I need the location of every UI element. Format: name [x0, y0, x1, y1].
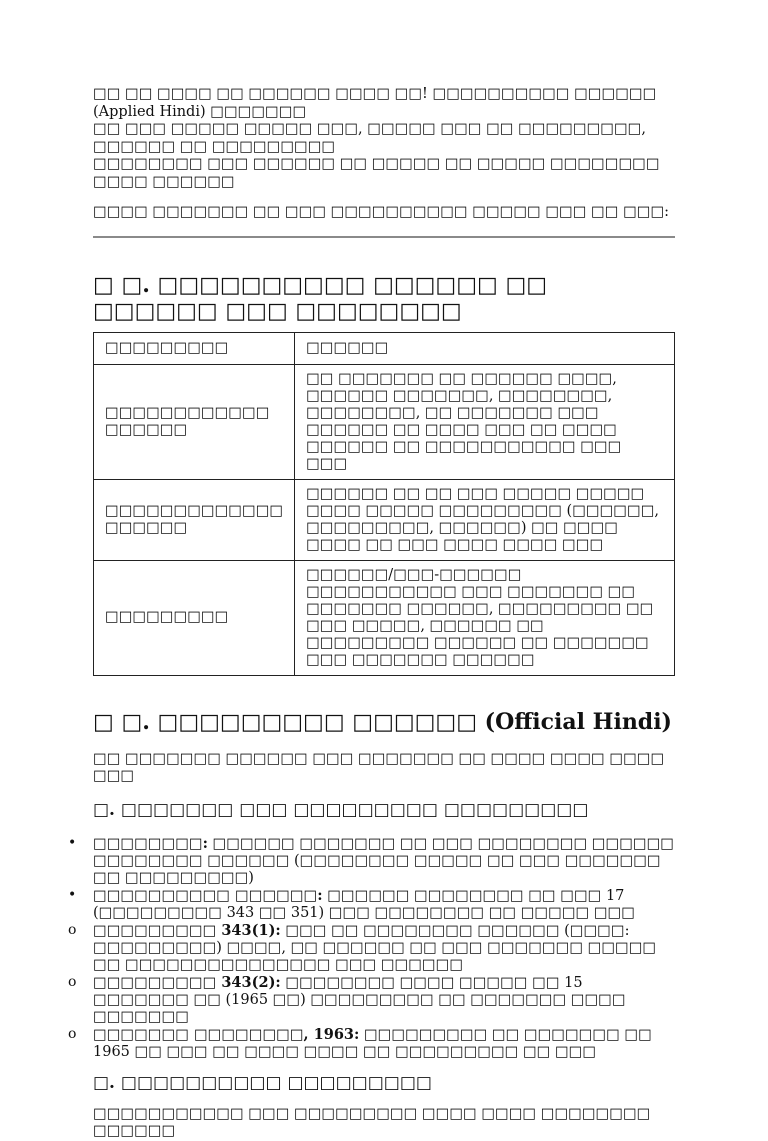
table-row: [94, 364, 675, 479]
horizontal-divider: [93, 236, 675, 238]
list-item-label: □□□□□□□□□□ □□□□□□:: [93, 886, 323, 904]
intro-paragraph: [93, 86, 675, 191]
table-header-term: □□□□□□□□□: [94, 332, 295, 364]
table-cell-meaning: □□□□□□/□□□-□□□□□□ □□□□□□□□□□□ □□□ □□□□□□□ □□ □□□□□□□ □□□□□□, □□□□□□□□□ □□ □□□ □□□□□, □□□□□□ □□ □□□□□□□□□ □□□□□□ □□ □□□□□□□ □□□ □□□□□□□ □□□□□□: [295, 560, 675, 675]
subsection-2-heading: □. □□□□□□□□□□ □□□□□□□□□: [93, 1072, 432, 1093]
subsection-1-heading: □. □□□□□□□ □□□ □□□□□□□□□ □□□□□□□□□: [93, 799, 589, 820]
table-cell-meaning: □□□□□□ □□ □□ □□□ □□□□□ □□□□□ □□□□ □□□□□ □□□□□□□□□ (□□□□□□, □□□□□□□□□, □□□□□□) □□ □□□□ □□□□ □□ □□□ □□□□ □□□□ □□□: [295, 479, 675, 560]
table-cell-term: □□□□□□□□□: [94, 560, 295, 675]
intro-line-3: □□□□□□□□ □□□ □□□□□□ □□ □□□□□ □□ □□□□□ □□□□□□□□ □□□□ □□□□□□: [93, 156, 660, 190]
table-cell-term: □□□□□□□□□□□□□ □□□□□□: [94, 479, 295, 560]
lead-paragraph: □□□□ □□□□□□□ □□ □□□ □□□□□□□□□□ □□□□□ □□□ □□ □□□:: [93, 204, 670, 220]
sub-bullet-marker: o: [68, 1025, 77, 1042]
bullet-marker: •: [68, 886, 77, 903]
section-2-heading: □ □. □□□□□□□□□ □□□□□□ (Official Hindi): [93, 708, 672, 735]
list-item-text: □□□□□□ □□□□□□□ □□ □□□ □□□□□□□□ □□□□□□ □□□□□□□□ □□□□□□ (□□□□□□□□ □□□□□ □□ □□□ □□□□□□□ □□ □□□□□□□□□): [93, 835, 675, 886]
list-item-text: □□□□□□□□ □□□□ □□□□□ □□ 15 □□□□□□□ □□ (1965 □□) □□□□□□□□□ □□ □□□□□□□ □□□□ □□□□□□□: [93, 974, 626, 1025]
list-item: [68, 886, 675, 922]
list-item-label: □□□□□□□ □□□□□□□□, 1963:: [93, 1025, 360, 1043]
list-item: [68, 921, 675, 974]
closing-paragraph: □□□□□□□□□□□ □□□ □□□□□□□□□ □□□□ □□□□ □□□□□□□□ □□□□□□: [93, 1105, 651, 1139]
list-item: [68, 973, 675, 1026]
table-cell-term: □□□□□□□□□□□□ □□□□□□: [94, 364, 295, 479]
list-item-text: □□□□□□□□□ □□ □□□□□□□ □□ 1965 □□ □□□ □□ □□□□ □□□□ □□ □□□□□□□□□ □□ □□□: [93, 1026, 652, 1060]
sub-bullet-marker: o: [68, 921, 77, 938]
list-item-label: □□□□□□□□:: [93, 834, 208, 852]
definitions-table: [93, 332, 675, 676]
table-header-row: [94, 332, 675, 364]
intro-line-1: □□ □□ □□□□ □□ □□□□□□ □□□□ □□! □□□□□□□□□□ □□□□□□ (Applied Hindi) □□□□□□□: [93, 86, 657, 120]
list-item-text: □□□ □□ □□□□□□□□ □□□□□□ (□□□□: □□□□□□□□□) □□□□, □□ □□□□□□ □□ □□□ □□□□□□□ □□□□□ □□ □□□□□□□□□□□□□□□ □□□ □□□□□□: [93, 922, 657, 973]
list-item: [68, 1025, 675, 1061]
section-1-heading: □ □. □□□□□□□□□□ □□□□□□ □□ □□□□□□ □□□ □□□□□□□□: [93, 271, 548, 324]
intro-line-2: □□ □□□ □□□□□ □□□□□ □□□, □□□□□ □□□ □□ □□□□□□□□□, □□□□□□ □□ □□□□□□□□□: [93, 121, 646, 155]
table-header-meaning: □□□□□□: [295, 332, 675, 364]
table-row: [94, 560, 675, 675]
list-item-label: □□□□□□□□□ 343(1):: [93, 921, 281, 939]
document-body: [68, 86, 675, 1141]
provisions-list: [68, 834, 675, 1061]
list-item: [68, 834, 675, 887]
list-item-label: □□□□□□□□□ 343(2):: [93, 973, 281, 991]
list-item-text: □□□□□□ □□□□□□□□ □□ □□□ 17 (□□□□□□□□□ 343 □□ 351) □□□ □□□□□□□□ □□ □□□□□ □□□: [93, 887, 635, 921]
bullet-marker: •: [68, 834, 77, 851]
table-row: [94, 479, 675, 560]
section-2-description: □□ □□□□□□□ □□□□□□ □□□ □□□□□□□ □□ □□□□ □□□□ □□□□ □□□: [93, 750, 665, 784]
sub-bullet-marker: o: [68, 973, 77, 990]
table-cell-meaning: □□ □□□□□□□ □□ □□□□□□ □□□□, □□□□□□ □□□□□□□, □□□□□□□□, □□□□□□□□, □□ □□□□□□□ □□□ □□□□□□ □□ □□□□ □□□ □□ □□□□ □□□□□□ □□ □□□□□□□□□□□ □□□ □□□: [295, 364, 675, 479]
